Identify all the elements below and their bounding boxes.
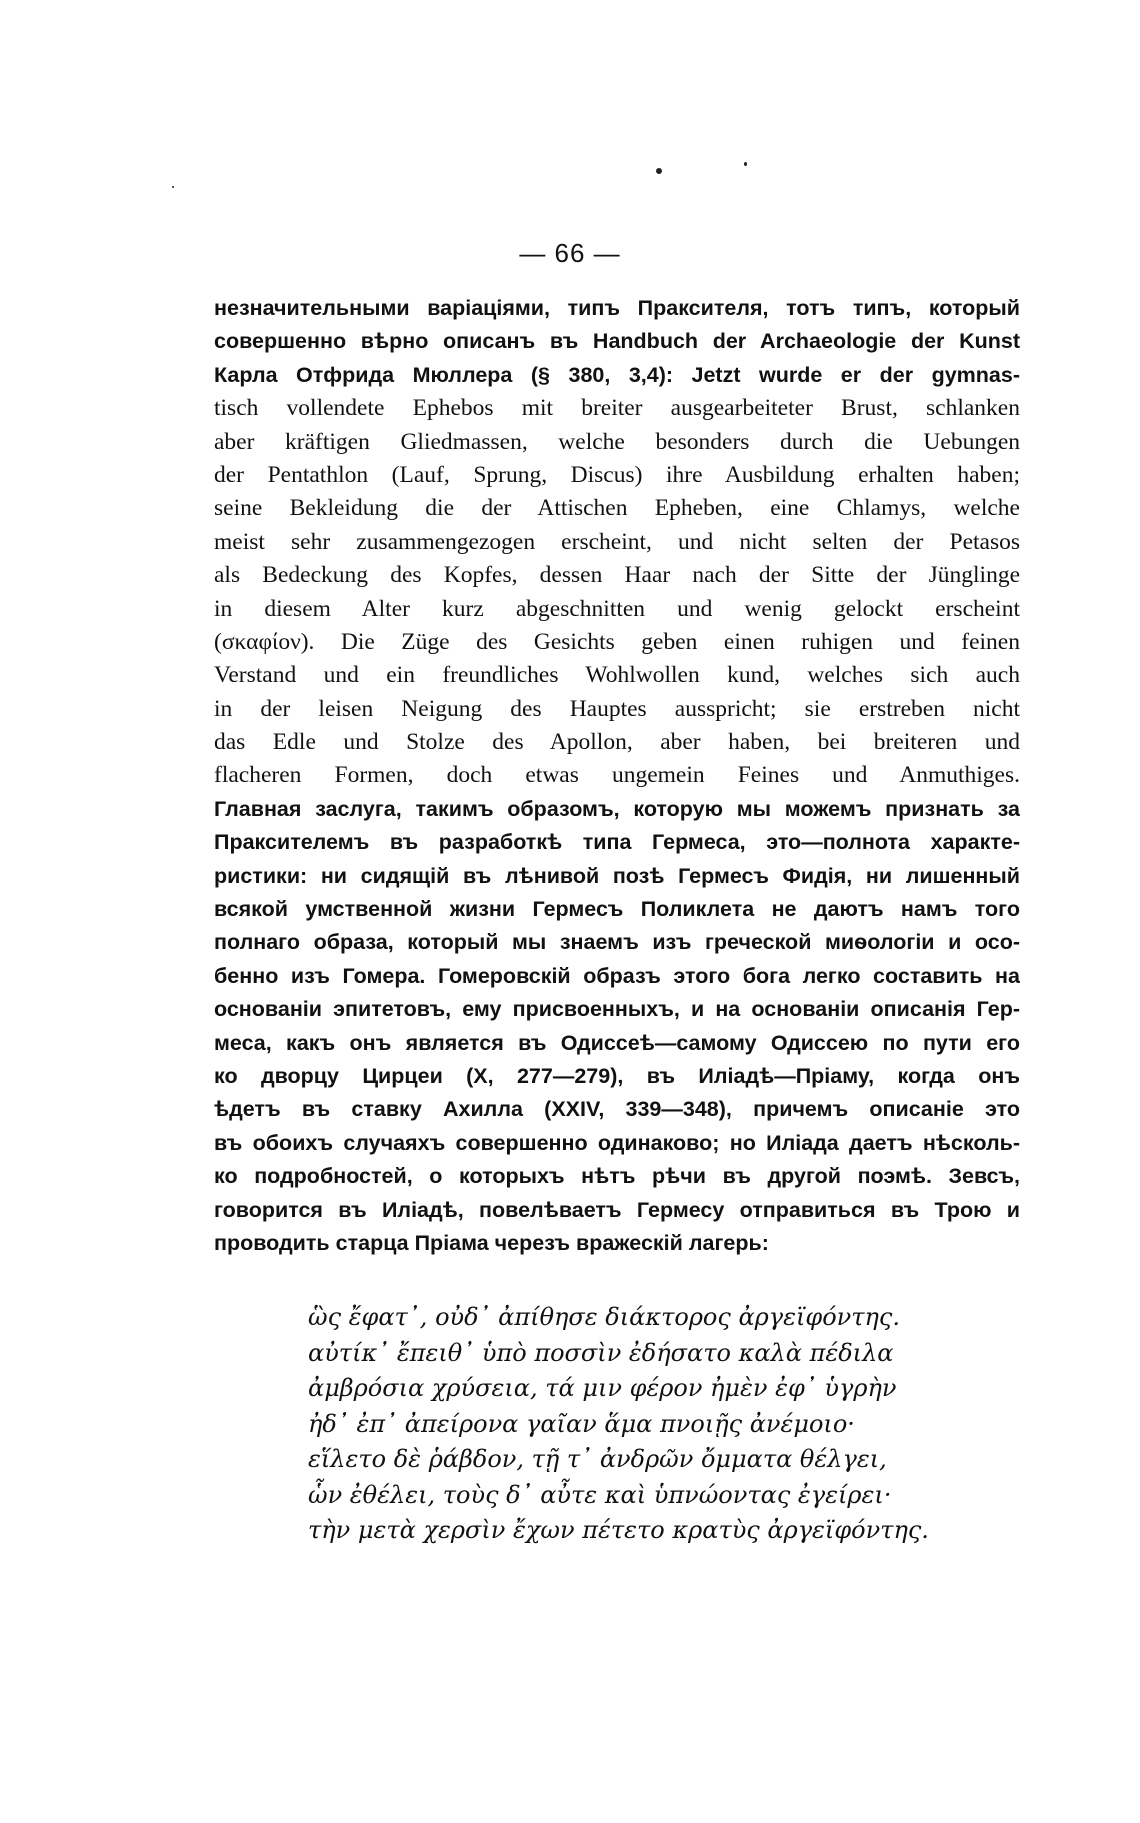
paragraph — [214, 292, 1020, 1260]
text-line: Verstand und ein freundliches Wohlwollen kund, welches sich auch — [214, 662, 1020, 689]
text-line: Главная заслуга, такимъ образомъ, которую мы можемъ признать за — [214, 796, 1020, 821]
text-line: Праксителемъ въ разработкѣ типа Гермеса, это—полнота характе- — [214, 830, 1020, 855]
print-speck — [656, 168, 662, 174]
text-line: совершенно вѣрно описанъ въ Handbuch der Archaeologie der Kunst — [214, 329, 1020, 354]
text-line: das Edle und Stolze des Apollon, aber haben, bei breiteren und — [214, 729, 1020, 756]
text-line: in diesem Alter kurz abgeschnitten und wenig gelockt erscheint — [214, 595, 1020, 622]
text-line: als Bedeckung des Kopfes, dessen Haar nach der Sitte der Jünglinge — [214, 562, 1020, 589]
text-line: seine Bekleidung die der Attischen Epheben, eine Chlamys, welche — [214, 495, 1020, 522]
text-line: ристики: ни сидящій въ лѣнивой позѣ Гермесъ Фидія, ни лишенный — [214, 863, 1020, 888]
text-line: ѣдетъ въ ставку Ахилла (XXIV, 339—348), причемъ описаніе это — [214, 1097, 1020, 1122]
text-line: основаніи эпитетовъ, ему присвоенныхъ, и на основаніи описанія Гер- — [214, 997, 1020, 1022]
text-line: meist sehr zusammengezogen erscheint, und nicht selten der Petasos — [214, 528, 1020, 555]
text-line: полнаго образа, который мы знаемъ изъ греческой миѳологіи и осо- — [214, 930, 1020, 955]
text-line: меса, какъ онъ является въ Одиссеѣ—самому Одиссею по пути его — [214, 1030, 1020, 1055]
text-line: (σκαφίον). Die Züge des Gesichts geben einen ruhigen und feinen — [214, 628, 1020, 655]
text-line: ко подробностей, о которыхъ нѣтъ рѣчи въ другой поэмѣ. Зевсъ, — [214, 1164, 1020, 1189]
verse-line: ἠδ᾽ ἐπ᾽ ἀπείρονα γαῖαν ἅμα πνοιῇς ἀνέμοιο· — [308, 1409, 855, 1438]
print-speck — [744, 162, 747, 166]
text-line: проводить старца Пріама черезъ вражескій лагерь: — [214, 1230, 769, 1255]
text-line: въ обоихъ случаяхъ совершенно одинаково; но Иліада даетъ нѣсколь- — [214, 1130, 1020, 1155]
text-line: бенно изъ Гомера. Гомеровскій образъ этого бога легко составить на — [214, 963, 1020, 988]
text-line: всякой умственной жизни Гермесъ Поликлета не даютъ намъ того — [214, 897, 1020, 922]
verse-line: ἀμβρόσια χρύσεια, τά μιν φέρον ἠμὲν ἐφ᾽ ὑγρὴν — [308, 1374, 897, 1402]
text-line: der Pentathlon (Lauf, Sprung, Discus) ihre Ausbildung erhalten haben; — [214, 461, 1020, 488]
page-number: — 66 — — [519, 238, 621, 268]
verse-line: τὴν μετὰ χερσὶν ἔχων πέτετο κρατὺς ἀργεϊφόντης. — [308, 1516, 929, 1544]
text-line: говорится въ Иліадѣ, повелѣваетъ Гермесу отправиться въ Трою и — [214, 1197, 1020, 1222]
text-line: незначительными варіаціями, типъ Праксителя, тотъ типъ, который — [214, 296, 1020, 320]
text-line: flacheren Formen, doch etwas ungemein Feines und Anmuthiges. — [214, 762, 1020, 789]
verse-line: ὣς ἔφατ᾽, οὐδ᾽ ἀπίθησε διάκτορος ἀργεϊφόντης. — [308, 1303, 900, 1331]
text-line: tisch vollendete Ephebos mit breiter ausgearbeiteter Brust, schlanken — [214, 395, 1020, 422]
text-line: in der leisen Neigung des Hauptes ausspricht; sie erstreben nicht — [214, 695, 1020, 722]
text-line: ко дворцу Цирцеи (X, 277—279), въ Иліадѣ—Пріаму, когда онъ — [214, 1063, 1020, 1088]
verse-line: εἵλετο δὲ ῥάβδον, τῇ τ᾽ ἀνδρῶν ὄμματα θέλγει, — [308, 1445, 887, 1473]
verse-line: αὐτίκ᾽ ἔπειθ᾽ ὑπὸ ποσσὶν ἐδήσατο καλὰ πέδιλα — [308, 1338, 894, 1367]
text-line: aber kräftigen Gliedmassen, welche besonders durch die Uebungen — [214, 428, 1020, 455]
greek-verse-quote — [308, 1300, 968, 1549]
print-speck — [172, 186, 174, 188]
text-line: Карла Отфрида Мюллера (§ 380, 3,4): Jetzt wurde er der gymnas- — [214, 362, 1020, 387]
verse-line: ὧν ἐθέλει, τοὺς δ᾽ αὖτε καὶ ὑπνώοντας ἐγείρει· — [308, 1480, 892, 1509]
